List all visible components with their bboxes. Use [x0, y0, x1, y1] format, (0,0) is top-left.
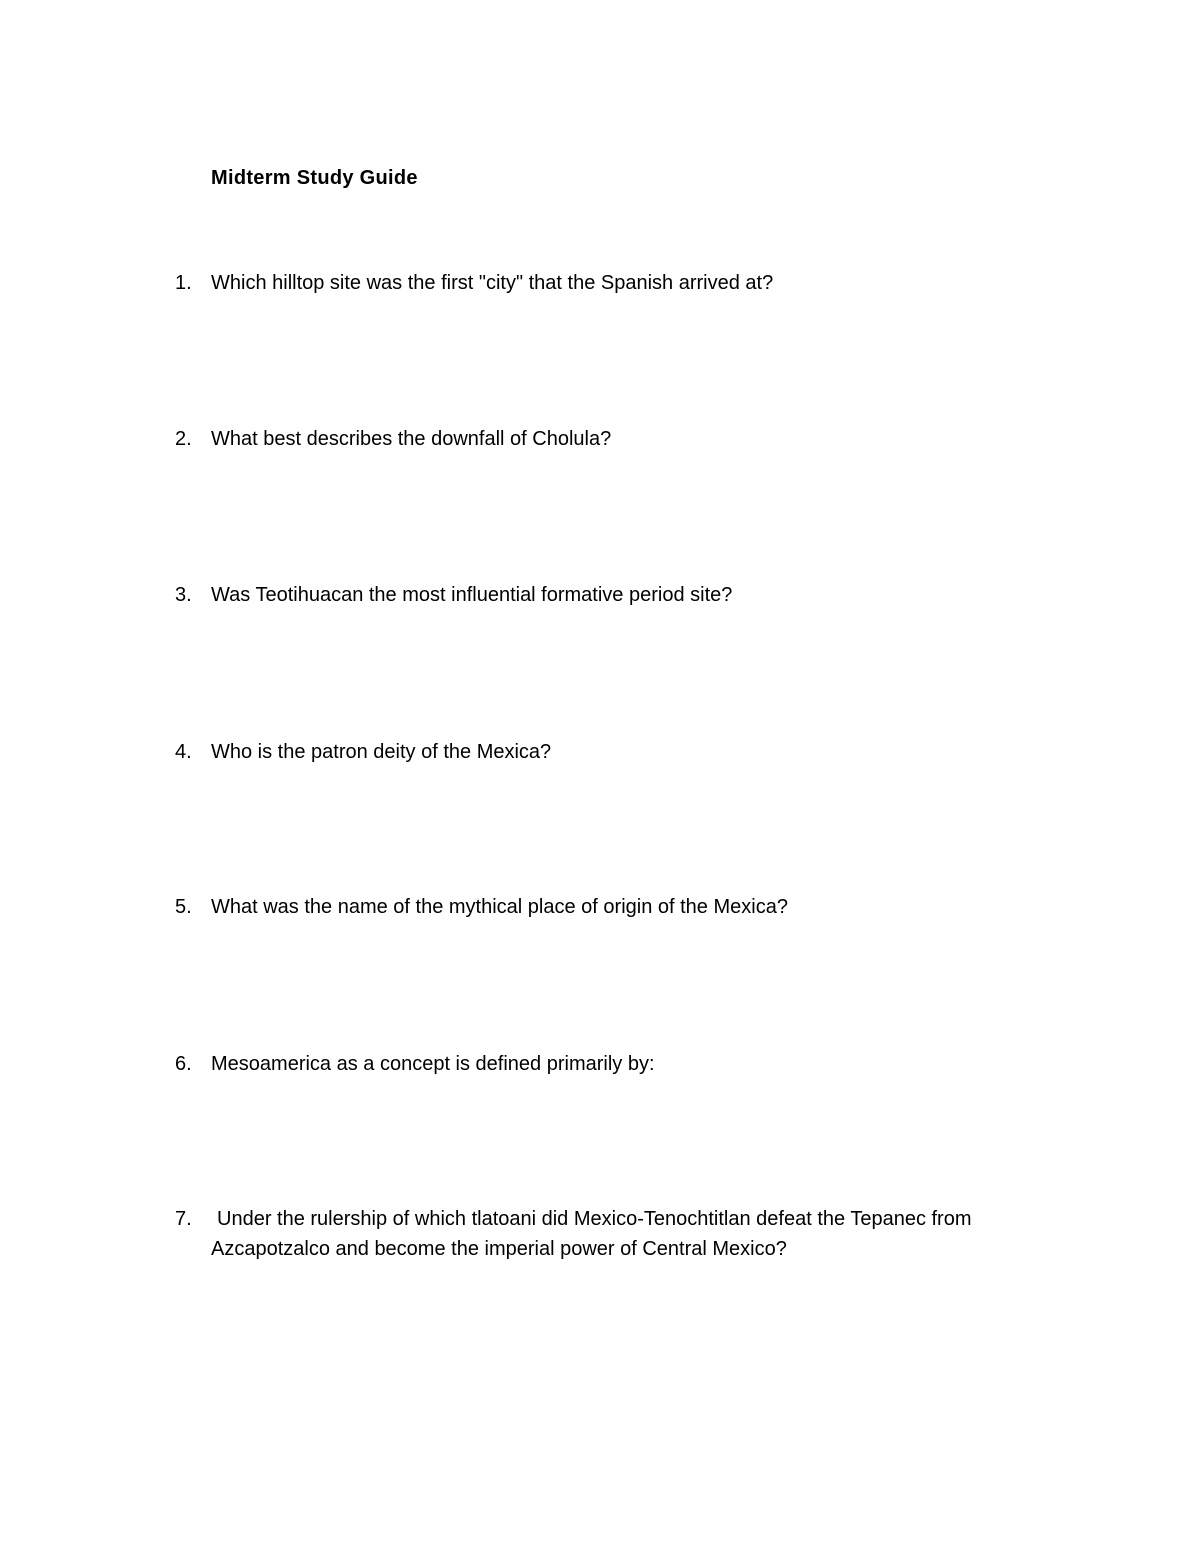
document-title: Midterm Study Guide: [211, 167, 418, 189]
question-text: What was the name of the mythical place of origin of the Mexica?: [211, 896, 788, 918]
question-item: [175, 737, 1055, 767]
question-number: 5.: [175, 896, 192, 918]
question-text: Was Teotihuacan the most influential formative period site?: [211, 584, 733, 606]
question-item: [175, 424, 1055, 454]
question-item: [175, 580, 1055, 610]
question-number: 3.: [175, 584, 192, 606]
question-text: Who is the patron deity of the Mexica?: [211, 741, 552, 763]
question-number: 6.: [175, 1053, 192, 1075]
question-text: Which hilltop site was the first "city" that the Spanish arrived at?: [211, 272, 774, 294]
question-item: [175, 268, 1055, 298]
question-number: 4.: [175, 741, 192, 763]
question-item: [175, 1049, 1055, 1079]
question-item: [175, 1204, 1055, 1264]
question-text: Mesoamerica as a concept is defined primarily by:: [211, 1053, 655, 1075]
question-text: What best describes the downfall of Cholula?: [211, 428, 612, 450]
question-text-line: Azcapotzalco and become the imperial power of Central Mexico?: [211, 1238, 787, 1260]
question-number: 1.: [175, 272, 192, 294]
question-number: 2.: [175, 428, 192, 450]
question-text-line: Under the rulership of which tlatoani did Mexico-Tenochtitlan defeat the Tepanec from: [217, 1208, 972, 1230]
question-number: 7.: [175, 1208, 192, 1230]
question-item: [175, 892, 1055, 922]
question-text: [211, 1204, 1055, 1264]
